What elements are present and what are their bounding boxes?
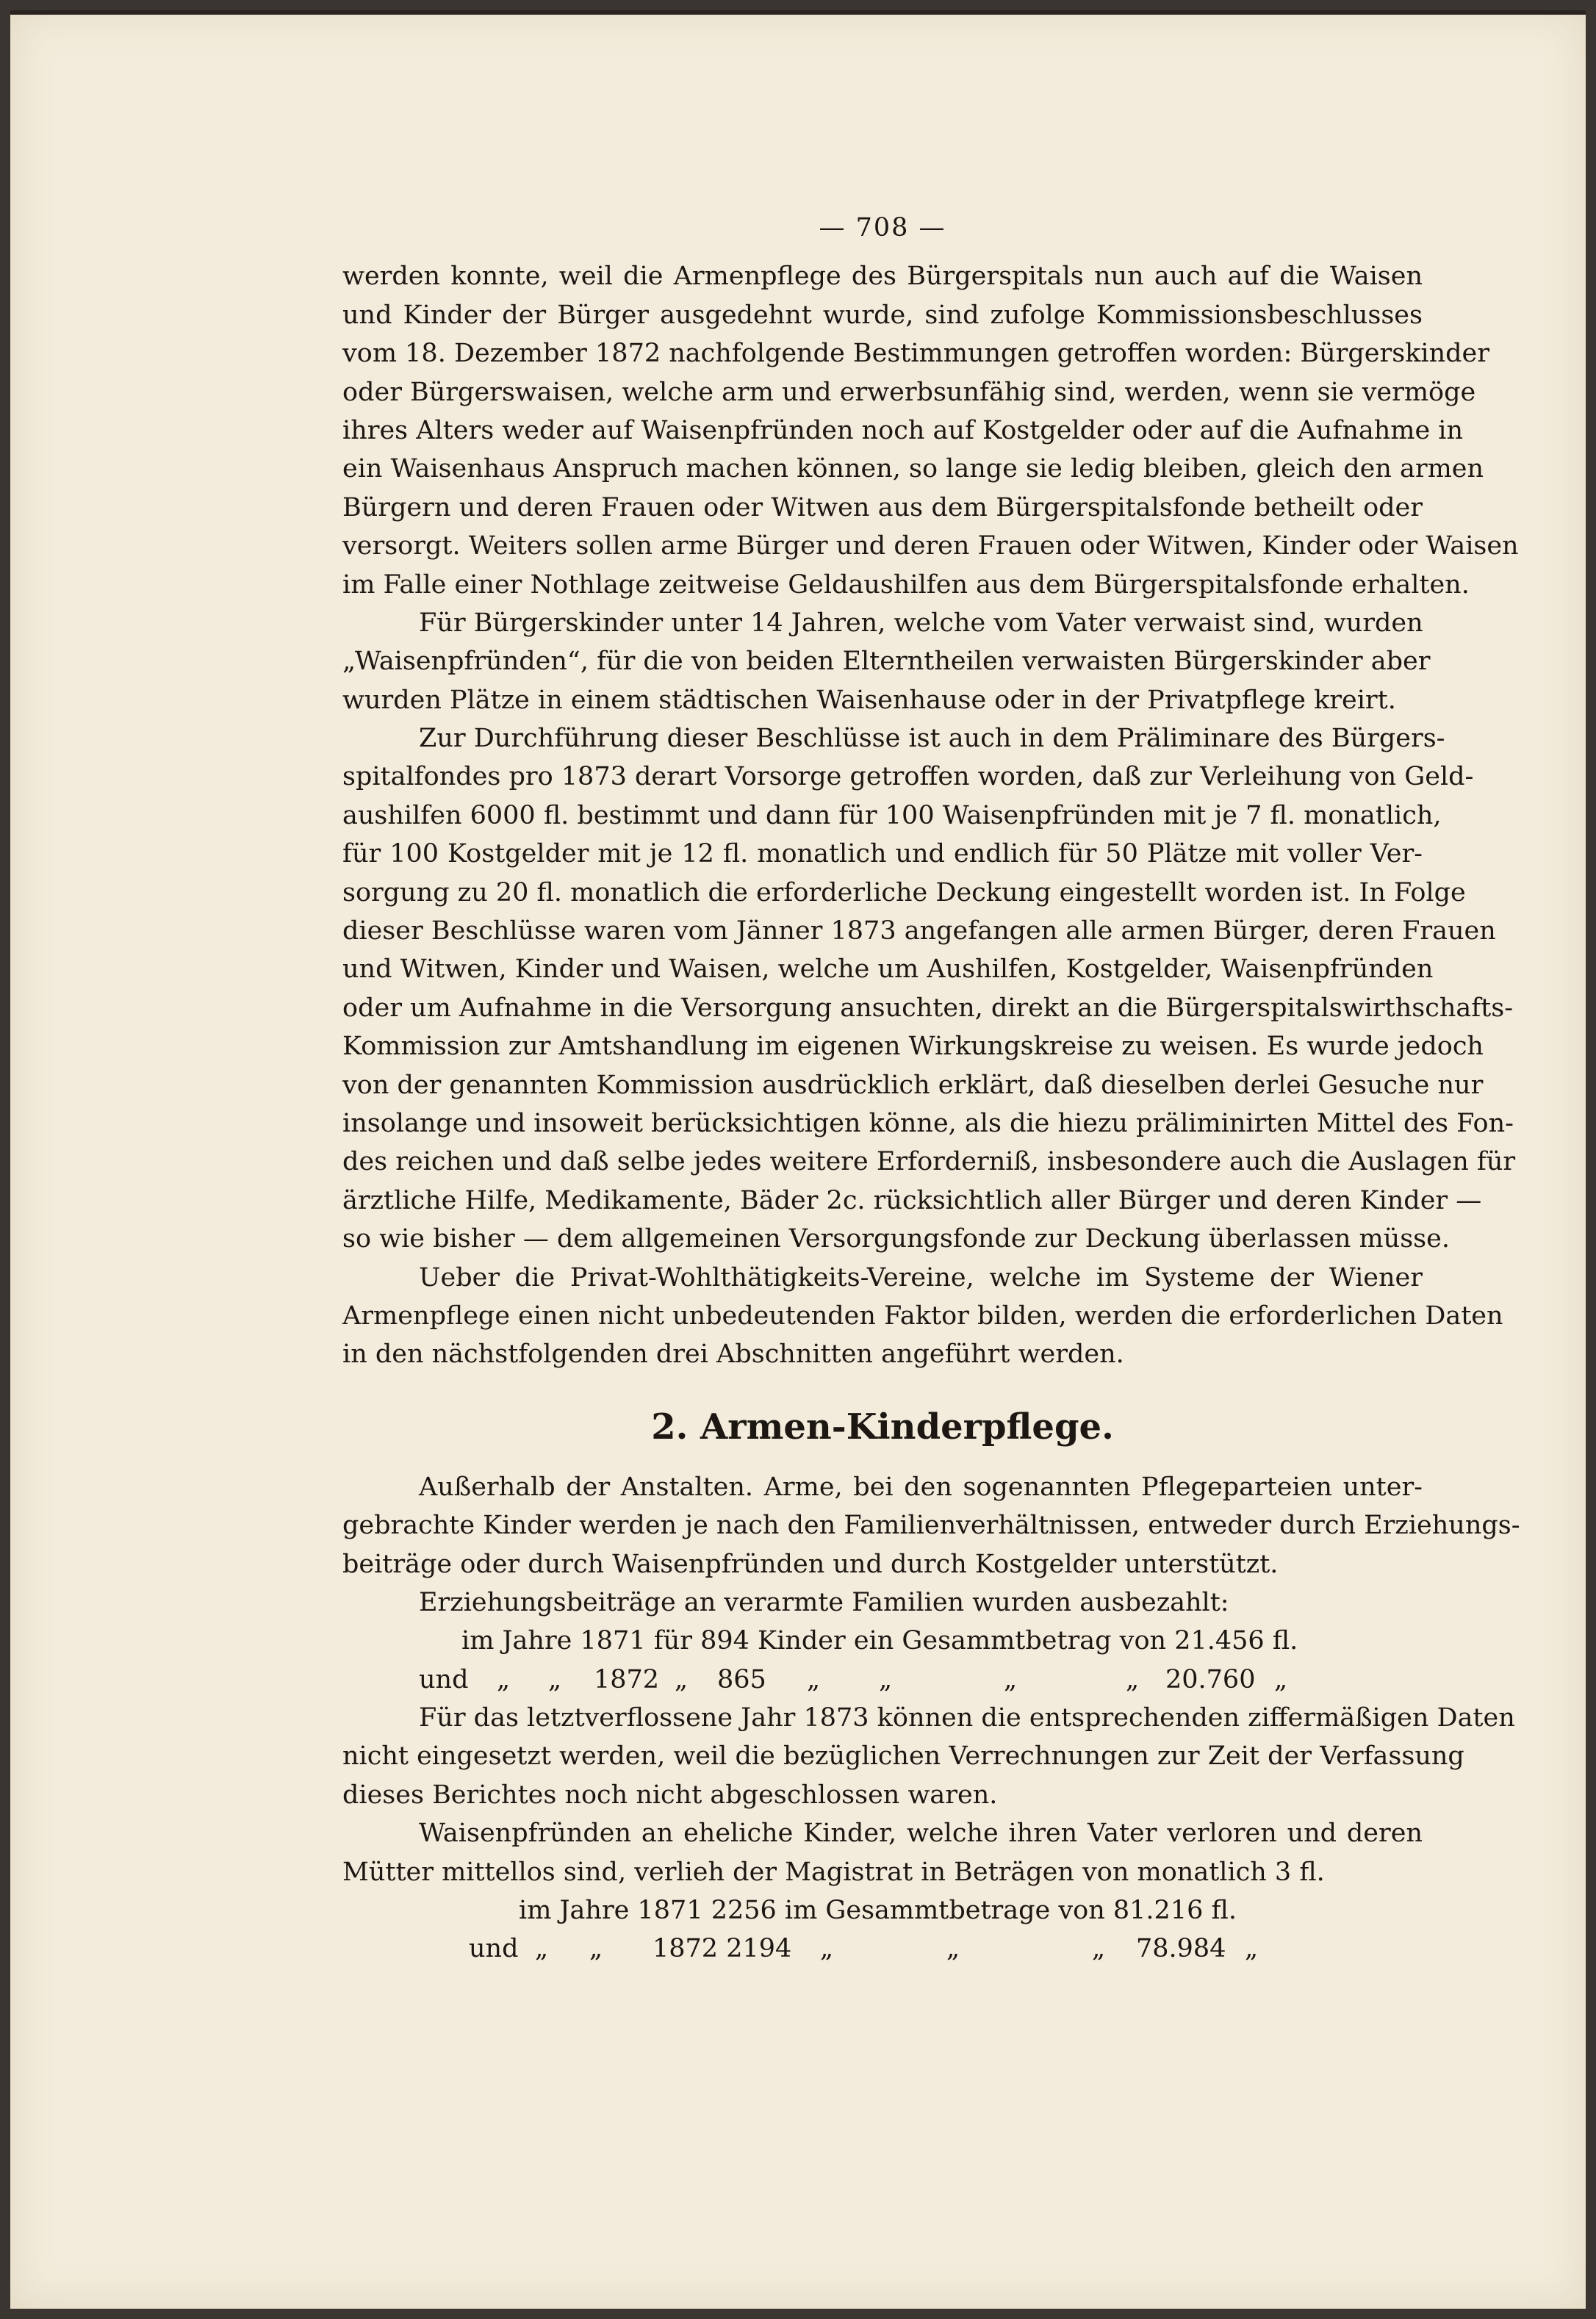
table-cell: im Jahre 1871 2256 im Gesammtbetrage von 81.216 fl. — [519, 1896, 1237, 1926]
table-cell: „ — [548, 1664, 562, 1694]
table-cell: 1872 2194 — [653, 1934, 792, 1964]
table-1 — [342, 1622, 1423, 1699]
text-line: Erziehungsbeiträge an verarmte Familien wurden ausbezahlt: — [419, 1587, 1229, 1617]
text-line: insolange und insoweit berücksichtigen könne, als die hiezu präliminirten Mittel des Fon- — [342, 1109, 1514, 1138]
paragraph-1 — [342, 257, 1519, 604]
table-cell: 1872 — [594, 1664, 660, 1694]
text-line: Für das letztverflossene Jahr 1873 können die entsprechenden ziffermäßigen Daten — [419, 1703, 1515, 1733]
table-cell: „ — [1274, 1664, 1288, 1694]
paragraph-7 — [342, 1699, 1515, 1814]
table-cell: „ — [946, 1934, 960, 1964]
paragraph-3 — [342, 719, 1516, 1258]
text-line: Ueber die Privat-Wohlthätigkeits-Vereine, welche im Systeme der Wiener — [419, 1262, 1423, 1292]
table-row — [342, 1891, 1423, 1930]
paragraph-6 — [342, 1583, 1423, 1622]
text-line: spitalfondes pro 1873 derart Vorsorge getroffen worden, daß zur Verleihung von Geld- — [342, 762, 1474, 792]
text-line: sorgung zu 20 fl. monatlich die erforderliche Deckung eingestellt worden ist. In Folge — [342, 877, 1466, 907]
table-cell: „ — [1004, 1664, 1018, 1694]
text-line: und Witwen, Kinder und Waisen, welche um Aushilfen, Kostgelder, Waisenpfründen — [342, 954, 1434, 985]
text-line: des reichen und daß selbe jedes weitere Erforderniß, insbesondere auch die Auslagen für — [342, 1147, 1516, 1177]
text-line: wurden Plätze in einem städtischen Waisenhause oder in der Privatpflege kreirt. — [342, 685, 1396, 715]
text-line: werden konnte, weil die Armenpflege des Bürgerspitals nun auch auf die Waisen — [342, 262, 1423, 292]
page-top-edge — [10, 10, 1586, 15]
table-cell: im Jahre 1871 für 894 Kinder ein Gesammtbetrag von 21.456 fl. — [461, 1626, 1298, 1656]
text-line: gebrachte Kinder werden je nach den Familienverhältnissen, entweder durch Erziehungs- — [342, 1511, 1520, 1541]
text-line: für 100 Kostgelder mit je 12 fl. monatlich und endlich für 50 Plätze mit voller Ver- — [342, 839, 1423, 869]
page-number: — 708 — — [819, 213, 946, 242]
paragraph-2 — [342, 604, 1431, 719]
text-line: von der genannten Kommission ausdrücklich erklärt, daß dieselben derlei Gesuche nur — [342, 1070, 1484, 1100]
text-line: Mütter mittellos sind, verlieh der Magistrat in Beträgen von monatlich 3 fl. — [342, 1857, 1325, 1887]
paragraph-4 — [342, 1259, 1503, 1374]
table-row — [342, 1930, 1423, 1968]
table-cell: „ — [820, 1934, 834, 1964]
text-line: aushilfen 6000 fl. bestimmt und dann für 100 Waisenpfründen mit je 7 fl. monatlich, — [342, 800, 1442, 830]
table-cell: und — [419, 1664, 469, 1694]
table-cell: „ — [589, 1934, 603, 1964]
text-line: so wie bisher — dem allgemeinen Versorgungsfonde zur Deckung überlassen müsse. — [342, 1224, 1450, 1254]
text-line: in den nächstfolgenden drei Abschnitten angeführt werden. — [342, 1340, 1124, 1370]
document-body — [342, 209, 1520, 1969]
table-cell: „ — [1126, 1664, 1140, 1694]
table-row — [342, 1661, 1423, 1699]
paragraph-8 — [342, 1814, 1423, 1891]
text-line: Für Bürgerskinder unter 14 Jahren, welche vom Vater verwaist sind, wurden — [419, 608, 1423, 638]
table-cell: 865 — [717, 1664, 766, 1694]
text-line: Außerhalb der Anstalten. Arme, bei den sogenannten Pflegeparteien unter- — [419, 1472, 1423, 1502]
scanned-page — [10, 10, 1586, 2309]
table-row — [342, 1622, 1423, 1660]
text-line: oder um Aufnahme in die Versorgung ansuchten, direkt an die Bürgerspitalswirthschafts- — [342, 993, 1514, 1023]
table-cell: „ — [1092, 1934, 1106, 1964]
table-cell: „ — [535, 1934, 549, 1964]
table-cell: 78.984 — [1136, 1934, 1226, 1964]
text-line: und Kinder der Bürger ausgedehnt wurde, sind zufolge Kommissionsbeschlusses — [342, 300, 1423, 330]
text-line: dieses Berichtes noch nicht abgeschlossen waren. — [342, 1780, 998, 1810]
text-line: Waisenpfründen an eheliche Kinder, welche ihren Vater verloren und deren — [419, 1819, 1423, 1849]
text-line: dieser Beschlüsse waren vom Jänner 1873 angefangen alle armen Bürger, deren Frauen — [342, 916, 1496, 946]
text-line: im Falle einer Nothlage zeitweise Geldaushilfen aus dem Bürgerspitalsfonde erhalten. — [342, 569, 1470, 600]
table-cell: „ — [807, 1664, 821, 1694]
paragraph-5 — [342, 1468, 1520, 1583]
table-cell: „ — [497, 1664, 511, 1694]
text-line: ihres Alters weder auf Waisenpfründen noch auf Kostgelder oder auf die Aufnahme in — [342, 415, 1464, 445]
text-line: beiträge oder durch Waisenpfründen und durch Kostgelder unterstützt. — [342, 1549, 1279, 1579]
text-line: Kommission zur Amtshandlung im eigenen Wirkungskreise zu weisen. Es wurde jedoch — [342, 1032, 1484, 1062]
text-line: Zur Durchführung dieser Beschlüsse ist auch in dem Präliminare des Bürgers- — [419, 724, 1445, 754]
text-line: oder Bürgerswaisen, welche arm und erwerbsunfähig sind, werden, wenn sie vermöge — [342, 377, 1476, 407]
section-heading: 2. Armen-Kinderpflege. — [651, 1406, 1114, 1448]
table-cell: „ — [675, 1664, 689, 1694]
table-2 — [342, 1891, 1423, 1969]
table-cell: und — [469, 1934, 519, 1964]
text-line: nicht eingesetzt werden, weil die bezüglichen Verrechnungen zur Zeit der Verfassung — [342, 1741, 1464, 1772]
text-line: versorgt. Weiters sollen arme Bürger und deren Frauen oder Witwen, Kinder oder Waisen — [342, 531, 1519, 561]
text-line: Armenpflege einen nicht unbedeutenden Faktor bilden, werden die erforderlichen Daten — [342, 1301, 1503, 1331]
text-line: ärztliche Hilfe, Medikamente, Bäder 2c. rücksichtlich aller Bürger und deren Kinder — — [342, 1185, 1482, 1215]
table-cell: „ — [1245, 1934, 1259, 1964]
table-cell: „ — [879, 1664, 893, 1694]
text-line: „Waisenpfründen“, für die von beiden Elterntheilen verwaisten Bürgerskinder aber — [342, 647, 1431, 677]
text-line: vom 18. Dezember 1872 nachfolgende Bestimmungen getroffen worden: Bürgerskinder — [342, 339, 1489, 369]
text-line: ein Waisenhaus Anspruch machen können, so lange sie ledig bleiben, gleich den armen — [342, 454, 1484, 484]
table-cell: 20.760 — [1165, 1664, 1256, 1694]
text-line: Bürgern und deren Frauen oder Witwen aus dem Bürgerspitalsfonde betheilt oder — [342, 492, 1423, 522]
